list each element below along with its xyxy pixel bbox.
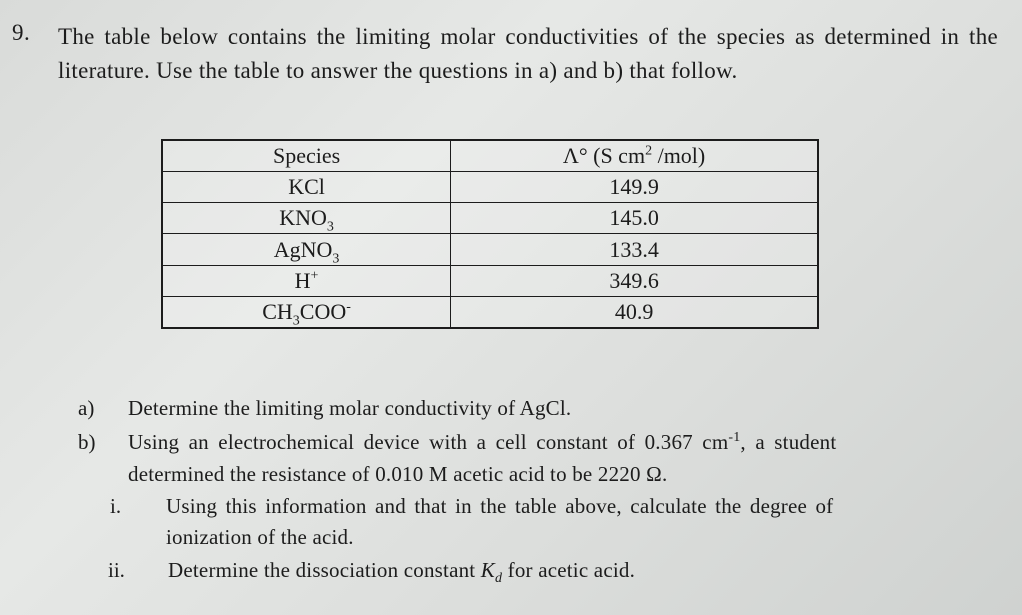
part-b-line1-suffix: , a student [740, 430, 837, 454]
sub-ii-label: ii. [108, 558, 125, 582]
header-lambda-prefix: Λ° (S cm [562, 143, 646, 169]
value-cell: 149.9 [451, 172, 818, 203]
sub-ii-prefix: Determine the dissociation constant [168, 558, 481, 582]
table-row [162, 234, 818, 265]
sub-i-line2: ionization of the acid. [166, 525, 354, 549]
formula-main: KCl [288, 174, 325, 200]
header-lambda-sup: 2 [645, 143, 653, 159]
table-row [162, 172, 818, 203]
part-a-text: Determine the limiting molar conductivity of AgCl. [128, 396, 572, 420]
header-species: Species [162, 140, 451, 172]
part-b-line1 [128, 427, 963, 457]
sub-ii-text [168, 555, 635, 585]
formula-main: H [294, 267, 311, 293]
formula-sub: 3 [292, 313, 300, 329]
species-cell [162, 172, 451, 203]
sub-i-line1: Using this information and that in the table above, calculate the degree of [166, 494, 834, 518]
question-number: 9. [12, 20, 31, 45]
value-cell: 349.6 [451, 265, 818, 296]
formula-main: AgNO [273, 236, 333, 262]
species-cell [162, 203, 451, 234]
sub-ii-suffix: for acetic acid. [502, 558, 636, 582]
table-row [162, 203, 818, 234]
question-intro: The table below contains the limiting molar conductivities of the species as determined in the literature. Use the table to answer the questions in a) and b) that follow. [58, 24, 998, 83]
part-a-label: a) [78, 396, 95, 420]
formula-sup: - [346, 299, 351, 315]
sub-i-label: i. [110, 494, 122, 518]
value-cell: 145.0 [451, 203, 818, 234]
part-b-label: b) [78, 430, 96, 454]
species-cell [162, 234, 451, 265]
conductivity-table-container [161, 139, 819, 329]
header-lambda-suffix: /mol) [652, 143, 706, 169]
k-symbol: K [480, 558, 496, 582]
value-cell: 133.4 [451, 234, 818, 265]
formula-sub: 3 [326, 219, 334, 235]
part-b-line1-prefix: Using an electrochemical device with a cell constant of 0.367 cm [128, 430, 729, 454]
table-row [162, 265, 818, 296]
species-cell [162, 296, 451, 328]
formula-tail: COO [299, 298, 347, 324]
k-subscript: d [495, 571, 503, 587]
header-lambda [451, 140, 818, 172]
formula-main: KNO [279, 205, 327, 231]
table-row [162, 296, 818, 328]
formula-main: CH [262, 298, 293, 324]
part-b-line2: determined the resistance of 0.010 M acetic acid to be 2220 Ω. [128, 462, 668, 486]
formula-sub: 3 [332, 250, 340, 266]
conductivity-table [161, 139, 819, 329]
formula-sup: + [310, 268, 319, 284]
table-header-row [162, 140, 818, 172]
part-b-line1-sup: -1 [728, 430, 741, 445]
species-cell [162, 265, 451, 296]
value-cell: 40.9 [451, 296, 818, 328]
